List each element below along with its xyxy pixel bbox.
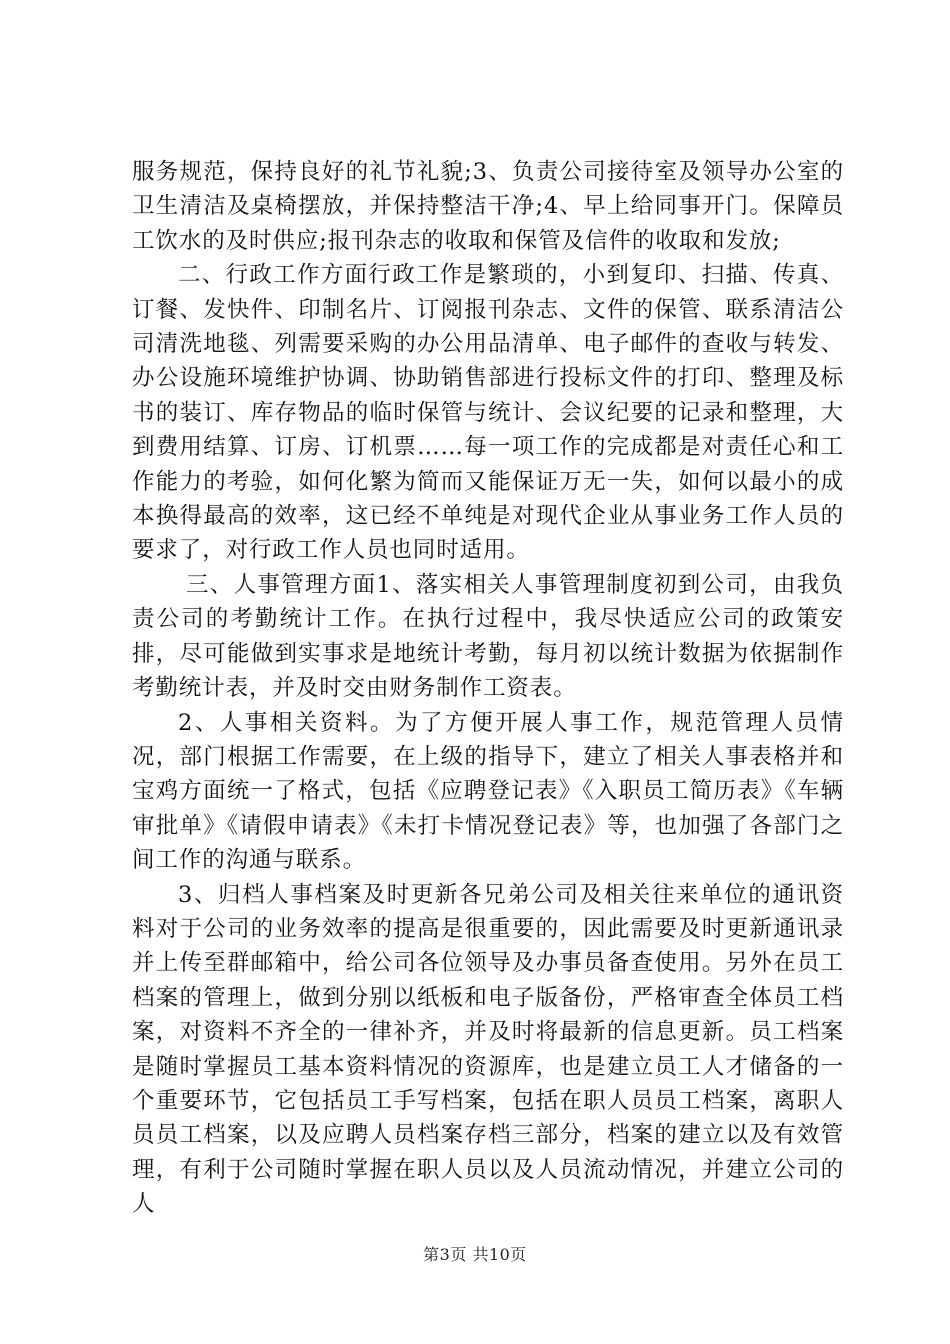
paragraph-personnel-records: 2、人事相关资料。为了方便开展人事工作，规范管理人员情况，部门根据工作需要，在上级的指导下，建立了相关人事表格并和宝鸡方面统一了格式，包括《应聘登记表》《入职员工简历表》《车辆审批单》《请假申请表》《未打卡情况登记表》等，也加强了各部门之间工作的沟通与联系。	[132, 709, 844, 874]
paragraph-personnel-management: 三、人事管理方面1、落实相关人事管理制度初到公司，由我负责公司的考勤统计工作。在执行过程中，我尽快适应公司的政策安排，尽可能做到实事求是地统计考勤，每月初以统计数据为依据制作考勤统计表，并及时交由财务制作工资表。	[132, 571, 844, 702]
paragraph-archive-files: 3、归档人事档案及时更新各兄弟公司及相关往来单位的通讯资料对于公司的业务效率的提高是很重要的，因此需要及时更新通讯录并上传至群邮箱中，给公司各位领导及办事员备查使用。另外在员工档案的管理上，做到分别以纸板和电子版备份，严格审查全体员工档案，对资料不齐全的一律补齐，并及时将最新的信息更新。员工档案是随时掌握员工基本资料情况的资源库，也是建立员工人才储备的一个重要环节，它包括员工手写档案，包括在职人员员工档案，离职人员员工档案，以及应聘人员档案存档三部分，档案的建立以及有效管理，有利于公司随时掌握在职人员以及人员流动情况，并建立公司的人	[132, 881, 844, 1218]
page-number-footer: 第3页 共10页	[423, 1245, 527, 1264]
document-body	[132, 155, 844, 1222]
paragraph-administrative-work: 二、行政工作方面行政工作是繁琐的，小到复印、扫描、传真、订餐、发快件、印制名片、订阅报刊杂志、文件的保管、联系清洁公司清洗地毯、列需要采购的办公用品清单、电子邮件的查收与转发、办公设施环境维护协调、协助销售部进行投标文件的打印、整理及标书的装订、库存物品的临时保管与统计、会议纪要的记录和整理，大到费用结算、订房、订机票……每一项工作的完成都是对责任心和工作能力的考验，如何化繁为简而又能保证万无一失，如何以最小的成本换得最高的效率，这已经不单纯是对现代企业从事业务工作人员的要求了，对行政工作人员也同时适用。	[132, 262, 844, 564]
paragraph-continued: 服务规范，保持良好的礼节礼貌;3、负责公司接待室及领导办公室的卫生清洁及桌椅摆放，并保持整洁干净;4、早上给同事开门。保障员工饮水的及时供应;报刊杂志的收取和保管及信件的收取和发放;	[132, 159, 844, 254]
